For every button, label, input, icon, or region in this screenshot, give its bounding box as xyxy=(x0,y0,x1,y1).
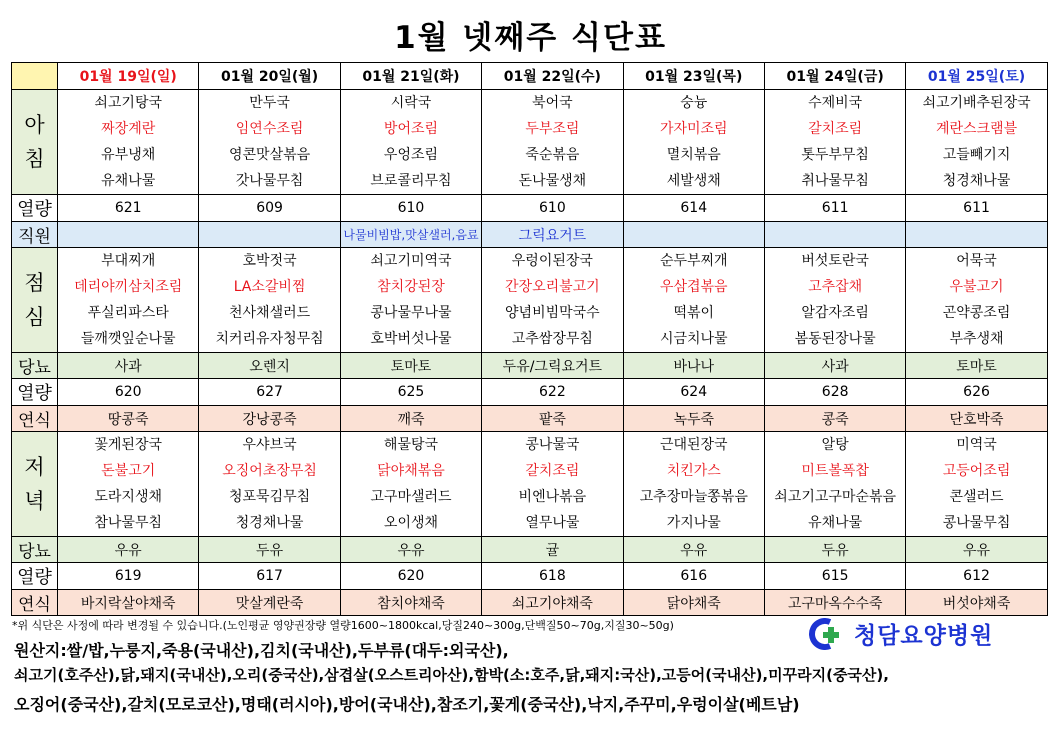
lunch-dish: 참치강된장 xyxy=(377,279,445,295)
lunch-dish: 부대찌개 xyxy=(101,253,156,269)
dinner-label-char: 저 xyxy=(24,455,45,479)
dinner-diabetic-value: 우유 xyxy=(906,537,1047,563)
lunch-menu-cell xyxy=(340,248,481,353)
breakfast-menu-cell xyxy=(58,90,199,195)
lunch-dish: 데리야끼삼치조림 xyxy=(74,279,183,295)
dinner-snack-value: 쇠고기야채죽 xyxy=(482,590,623,616)
breakfast-kcal-value: 611 xyxy=(764,195,905,222)
dinner-label xyxy=(12,432,58,537)
dinner-diabetic-value: 두유 xyxy=(764,537,905,563)
breakfast-menu-cell xyxy=(340,90,481,195)
dinner-dish: 갈치조림 xyxy=(525,463,580,479)
breakfast-dish: 짜장계란 xyxy=(101,121,156,137)
dinner-snack-value: 닭야채죽 xyxy=(623,590,764,616)
origin-line-2: 쇠고기(호주산),닭,돼지(국내산),오리(중국산),삼겹살(오스트리아산),함박(소:호주,닭,돼지:국산),고등어(국내산),미꾸라지(중국산), xyxy=(14,666,889,684)
breakfast-kcal-value: 610 xyxy=(482,195,623,222)
dinner-dish: 콘샐러드 xyxy=(949,489,1004,505)
breakfast-dish: 우엉조림 xyxy=(383,147,439,163)
breakfast-menu-cell xyxy=(764,90,905,195)
lunch-label-char: 심 xyxy=(24,305,45,329)
dinner-diabetic-value: 귤 xyxy=(482,537,623,563)
dinner-dish: 고구마샐러드 xyxy=(370,489,452,505)
dinner-diabetic-value: 우유 xyxy=(58,537,199,563)
dinner-kcal-value: 617 xyxy=(199,563,340,590)
breakfast-kcal-label: 열량 xyxy=(12,195,58,222)
breakfast-label xyxy=(12,90,58,195)
day-header: 01월 24일(금) xyxy=(764,63,905,90)
dinner-kcal-value: 619 xyxy=(58,563,199,590)
origin-line-1: 원산지:쌀/밥,누룽지,죽용(국내산),김치(국내산),두부류(대두:외국산), xyxy=(14,641,509,660)
dinner-snack-value: 참치야채죽 xyxy=(340,590,481,616)
lunch-dish: 양념비빔막국수 xyxy=(505,305,600,321)
breakfast-dish: 영콘맛살볶음 xyxy=(229,147,311,163)
dinner-menu-cell xyxy=(623,432,764,537)
dinner-dish: 고추장마늘쫑볶음 xyxy=(639,489,748,505)
dinner-dish: 돈불고기 xyxy=(101,463,156,479)
breakfast-kcal-value: 610 xyxy=(340,195,481,222)
dinner-dish: 열무나물 xyxy=(525,515,580,531)
lunch-diabetic-value: 오렌지 xyxy=(199,353,340,379)
lunch-diabetic-label: 당뇨 xyxy=(12,353,58,379)
breakfast-dish: 임연수조림 xyxy=(235,121,304,137)
breakfast-dish: 시락국 xyxy=(390,95,432,111)
day-header: 01월 22일(수) xyxy=(482,63,623,90)
breakfast-dish: 브로콜리무침 xyxy=(370,173,452,189)
breakfast-dish: 숭늉 xyxy=(680,95,708,111)
dinner-menu-cell xyxy=(340,432,481,537)
breakfast-dish: 유부냉채 xyxy=(101,147,156,163)
breakfast-dish: 유채나물 xyxy=(101,173,156,189)
breakfast-dish: 쇠고기탕국 xyxy=(94,95,162,111)
lunch-label-char: 점 xyxy=(24,271,45,295)
breakfast-kcal-value: 609 xyxy=(199,195,340,222)
dinner-snack-value: 바지락살야채죽 xyxy=(58,590,199,616)
dinner-dish: 도라지생채 xyxy=(94,489,162,505)
hospital-name: 청담요양병원 xyxy=(854,623,994,649)
dinner-kcal-value: 616 xyxy=(623,563,764,590)
dinner-dish: 해물탕국 xyxy=(383,437,439,453)
dinner-menu-cell xyxy=(199,432,340,537)
day-header: 01월 20일(월) xyxy=(199,63,340,90)
staff-value: 그릭요거트 xyxy=(482,222,623,248)
lunch-snack-value: 녹두죽 xyxy=(623,406,764,432)
lunch-menu-cell xyxy=(199,248,340,353)
breakfast-dish: 가자미조림 xyxy=(659,121,728,137)
dinner-diabetic-value: 두유 xyxy=(199,537,340,563)
lunch-diabetic-value: 사과 xyxy=(58,353,199,379)
dinner-diabetic-value: 우유 xyxy=(623,537,764,563)
dinner-menu-cell xyxy=(482,432,623,537)
lunch-dish: 콩나물무나물 xyxy=(370,305,452,321)
lunch-diabetic-value: 사과 xyxy=(764,353,905,379)
lunch-dish: 들깨깻잎순나물 xyxy=(80,331,176,347)
breakfast-dish: 만두국 xyxy=(249,95,290,111)
lunch-dish: 우삼겹볶음 xyxy=(659,279,728,295)
lunch-diabetic-value: 바나나 xyxy=(623,353,764,379)
dinner-dish: 닭야채볶음 xyxy=(377,463,445,479)
lunch-dish: 봄동된장나물 xyxy=(794,331,876,347)
lunch-dish: 쇠고기미역국 xyxy=(370,253,452,269)
dinner-snack-label: 연식 xyxy=(12,590,58,616)
lunch-kcal-value: 628 xyxy=(764,379,905,406)
dinner-kcal-value: 620 xyxy=(340,563,481,590)
breakfast-dish: 방어조림 xyxy=(383,121,439,137)
breakfast-menu-cell xyxy=(482,90,623,195)
lunch-dish: 우불고기 xyxy=(949,279,1004,295)
dinner-kcal-value: 612 xyxy=(906,563,1047,590)
lunch-dish: 순두부찌개 xyxy=(659,253,728,269)
lunch-snack-value: 단호박죽 xyxy=(906,406,1047,432)
page-title: 1월 넷째주 식단표 xyxy=(394,20,667,56)
lunch-dish: 떡볶이 xyxy=(673,305,715,321)
breakfast-dish: 북어국 xyxy=(532,95,573,111)
lunch-kcal-value: 620 xyxy=(58,379,199,406)
breakfast-dish: 갈치조림 xyxy=(808,121,863,137)
lunch-snack-value: 땅콩죽 xyxy=(58,406,199,432)
dinner-dish: 비엔나볶음 xyxy=(518,489,587,505)
day-header: 01월 19일(일) xyxy=(58,63,199,90)
lunch-menu-cell xyxy=(906,248,1047,353)
staff-value xyxy=(58,222,199,248)
lunch-label xyxy=(12,248,58,353)
staff-value xyxy=(199,222,340,248)
lunch-kcal-value: 624 xyxy=(623,379,764,406)
lunch-diabetic-value: 토마토 xyxy=(906,353,1047,379)
dinner-label-char: 녁 xyxy=(24,489,45,513)
dinner-dish: 근대된장국 xyxy=(659,437,728,453)
dinner-menu-cell xyxy=(764,432,905,537)
lunch-snack-value: 강낭콩죽 xyxy=(199,406,340,432)
lunch-diabetic-value: 토마토 xyxy=(340,353,481,379)
lunch-kcal-value: 627 xyxy=(199,379,340,406)
day-header: 01월 23일(목) xyxy=(623,63,764,90)
lunch-kcal-value: 625 xyxy=(340,379,481,406)
dinner-dish: 미역국 xyxy=(956,437,997,453)
dinner-dish: 오징어초장무침 xyxy=(222,463,317,479)
lunch-dish: 간장오리불고기 xyxy=(505,279,600,295)
lunch-dish: 치커리유자청무침 xyxy=(215,331,324,347)
day-header: 01월 21일(화) xyxy=(340,63,481,90)
dinner-dish: 참나물무침 xyxy=(94,515,162,531)
lunch-dish: 고추잡채 xyxy=(808,279,863,295)
dinner-kcal-value: 618 xyxy=(482,563,623,590)
breakfast-dish: 계란스크램블 xyxy=(935,121,1018,137)
breakfast-menu-cell xyxy=(623,90,764,195)
dinner-dish: 가지나물 xyxy=(666,515,721,531)
notice-text: *위 식단은 사정에 따라 변경될 수 있습니다.(노인평균 영양권장량 열량1600~1800kcal,당질240~300g,단백질50~70g,지질30~50g) xyxy=(12,619,674,632)
breakfast-label-char: 침 xyxy=(24,147,45,171)
staff-value xyxy=(623,222,764,248)
dinner-dish: 미트볼폭찹 xyxy=(801,463,869,479)
lunch-menu-cell xyxy=(623,248,764,353)
dinner-dish: 치킨가스 xyxy=(666,463,721,479)
dinner-dish: 쇠고기고구마순볶음 xyxy=(774,489,896,505)
day-header: 01월 25일(토) xyxy=(906,63,1047,90)
dinner-dish: 청경채나물 xyxy=(235,515,304,531)
dinner-menu-cell xyxy=(58,432,199,537)
breakfast-dish: 취나물무침 xyxy=(801,173,869,189)
dinner-dish: 오이생채 xyxy=(383,515,439,531)
dinner-dish: 청포묵김무침 xyxy=(229,489,311,505)
lunch-diabetic-value: 두유/그릭요거트 xyxy=(482,353,623,379)
dinner-dish: 콩나물국 xyxy=(525,437,580,453)
staff-label: 직원 xyxy=(12,222,58,248)
lunch-dish: 버섯토란국 xyxy=(801,253,869,269)
lunch-snack-value: 팥죽 xyxy=(482,406,623,432)
menu-table xyxy=(11,62,1048,616)
dinner-dish: 우샤브국 xyxy=(242,437,297,453)
lunch-dish: 곤약콩조림 xyxy=(942,305,1011,321)
breakfast-dish: 돈나물생채 xyxy=(518,173,587,189)
lunch-menu-cell xyxy=(58,248,199,353)
staff-value xyxy=(906,222,1047,248)
dinner-dish: 꽃게된장국 xyxy=(94,437,162,453)
breakfast-dish: 두부조림 xyxy=(525,121,580,137)
lunch-snack-value: 콩죽 xyxy=(764,406,905,432)
lunch-dish: 알감자조림 xyxy=(801,305,869,321)
breakfast-kcal-value: 611 xyxy=(906,195,1047,222)
breakfast-dish: 수제비국 xyxy=(808,95,863,111)
lunch-dish: 부추생채 xyxy=(949,331,1004,347)
breakfast-dish: 청경채나물 xyxy=(942,173,1011,189)
lunch-dish: 푸실리파스타 xyxy=(87,305,169,321)
lunch-snack-label: 연식 xyxy=(12,406,58,432)
staff-value xyxy=(764,222,905,248)
origin-line-3: 오징어(중국산),갈치(모로코산),명태(러시아),방어(국내산),참조기,꽃게(중국산),낙지,주꾸미,우렁이살(베트남) xyxy=(14,695,800,714)
breakfast-dish: 톳두부무침 xyxy=(801,147,869,163)
lunch-kcal-value: 626 xyxy=(906,379,1047,406)
dinner-snack-value: 맛살계란죽 xyxy=(199,590,340,616)
lunch-menu-cell xyxy=(764,248,905,353)
dinner-dish: 고등어조림 xyxy=(942,463,1011,479)
breakfast-dish: 쇠고기배추된장국 xyxy=(922,95,1031,111)
header-corner xyxy=(12,63,58,90)
breakfast-dish: 세발생채 xyxy=(666,173,721,189)
hospital-logo xyxy=(808,617,993,650)
lunch-dish: 어묵국 xyxy=(956,253,997,269)
dinner-snack-value: 버섯야채죽 xyxy=(906,590,1047,616)
lunch-dish: 고추쌈장무침 xyxy=(511,331,593,347)
cross-c-logo-icon xyxy=(808,618,852,650)
breakfast-label-char: 아 xyxy=(24,113,45,137)
dinner-kcal-value: 615 xyxy=(764,563,905,590)
lunch-kcal-value: 622 xyxy=(482,379,623,406)
breakfast-dish: 갓나물무침 xyxy=(235,173,304,189)
breakfast-menu-cell xyxy=(199,90,340,195)
dinner-diabetic-label: 당뇨 xyxy=(12,537,58,563)
breakfast-dish: 죽순볶음 xyxy=(525,147,580,163)
breakfast-menu-cell xyxy=(906,90,1047,195)
breakfast-kcal-value: 614 xyxy=(623,195,764,222)
lunch-dish: LA소갈비찜 xyxy=(233,279,306,295)
dinner-menu-cell xyxy=(906,432,1047,537)
lunch-dish: 우렁이된장국 xyxy=(511,253,593,269)
dinner-dish: 알탕 xyxy=(821,437,849,453)
lunch-dish: 시금치나물 xyxy=(659,331,728,347)
dinner-diabetic-value: 우유 xyxy=(340,537,481,563)
breakfast-dish: 고들빼기지 xyxy=(942,147,1011,163)
dinner-dish: 유채나물 xyxy=(808,515,863,531)
lunch-dish: 호박젓국 xyxy=(242,253,297,269)
lunch-snack-value: 깨죽 xyxy=(340,406,481,432)
dinner-snack-value: 고구마옥수수죽 xyxy=(764,590,905,616)
lunch-dish: 천사채샐러드 xyxy=(229,305,311,321)
lunch-menu-cell xyxy=(482,248,623,353)
dinner-dish: 콩나물무침 xyxy=(942,515,1011,531)
dinner-kcal-label: 열량 xyxy=(12,563,58,590)
breakfast-dish: 멸치볶음 xyxy=(666,147,721,163)
lunch-kcal-label: 열량 xyxy=(12,379,58,406)
breakfast-kcal-value: 621 xyxy=(58,195,199,222)
lunch-dish: 호박버섯나물 xyxy=(370,331,452,347)
staff-value: 나물비빔밥,맛살샐러,음료 xyxy=(340,222,481,248)
